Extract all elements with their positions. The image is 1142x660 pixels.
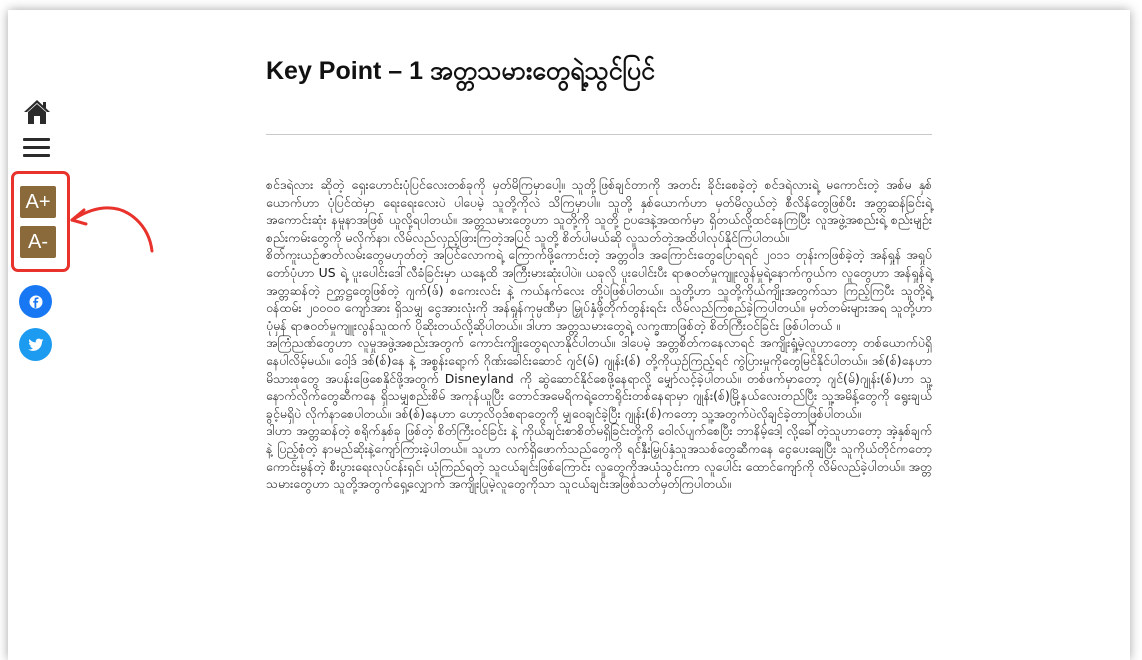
article-paragraph-3: အကြံညဏ်တွေဟာ လူမှုအဖွဲ့အစည်းအတွက် ကောင်းကျိုးတွေရလာနိုင်ပါတယ်။ ဒါပေမဲ့ အတ္တစိတ်ကနေလာရင် အကျိုးရှုံ့မဲ့လူဟာတော့ တစ်ယောက်ပဲရှိနေပါလိမ့်မယ်။ ဝေါ့ဒ် ဒစ်(စ်)နေ နဲ့ အစ္စန်းရော့က် ဂိုဏ်းခေါင်းဆောင် ဂျင်(မ်) ဂျုန်း(စ်) တို့ကိုယှဉ်ကြည့်ရင် ကွဲပြားမှုကိုတွေမြင်နိုင်ပါတယ်။ ဒစ်(စ်)နေဟာ မိသားစုတွေ အပန်းဖြေစေနိုင်ဖို့အတွက် Disneyland ကို ဆွဲဆောင်နိုင်စေဖို့နေရာလို့ မျှော်လင့်ခဲ့ပါတယ်။ တစ်ဖက်မှာတော့ ဂျင်(မ်)ဂျုန်း(စ်)ဟာ သူ့နောက်လိုက်တွေဆီကနေ ရှိသမျှစည်းစိမ် အကုန်ယူပြီး တောင်အမေရိကရဲ့တောရိုင်းတစ်နေရာမှာ ဂျုန်း(စ်)မြို့နယ်လေးတည်ပြီး သူ့အမိန့်တွေကို ရွေးချယ်ခွင့်မရှိပဲ လိုက်နာစေပါတယ်။ ဒစ်(စ်)နေဟာ ဟော့လိဝုဒ်စရာတွေကို မျှဝေချင်ခဲ့ပြီး ဂျုန်း(စ်)ကတော့ သူ့အတွက်ပဲလိုချင်ခဲ့တာဖြစ်ပါတယ်။ (266, 335, 932, 421)
article-title: Key Point – 1 အတ္တသမားတွေရဲ့သွင်ပြင် (266, 57, 655, 85)
article-body (266, 176, 932, 493)
article-paragraph-2: စိတ်ကူးယဉ်ဇာတ်လမ်းတွေမဟုတ်တဲ့ အပြင်လောကရဲ့ ကြောက်ဖို့ကောင်းတဲ့ အတ္တဝါဒ အကြောင်းတွေပြောရရင် ၂၀၁၁ တုန်းကဖြစ်ခဲ့တဲ့ အန်ရှုန် အရှုပ်တော်ပုံဟာ US ရဲ့ ပူးပေါင်းဒေါ်လီခံခြင်းမှာ ယနေ့ထိ အကြီးမားဆုံးပါပဲ။ ယခုလို ပူးပေါင်းပီး ရာဇဝတ်မှုကျူးလွန်မှုရဲ့နောက်ကွယ်က လူတွေဟာ အန်ရှုန်ရဲ့ အတ္တဆန်တဲ့ ဉက္ကဋ္ဌတွေဖြစ်တဲ့ ဂျက်(ဖ်) စကေးလင်း နဲ့ ကယ်နက်လေး တို့ပဲဖြစ်ပါတယ်။ သူတို့ဟာ သူတို့ကိုယ်ကျိုးအတွက်သာ ကြည့်ကြပီး သူတို့ရဲ့ ဝန်ထမ်း ၂၀၀၀၀ ကျော်အား ရှိသမျှ ငွေအားလုံးကို အန်ရှုန်ကုမ္ပဏီမှာ မြှုပ်နှံဖို့တိုက်တွန်းရင်း လိမ်လည်ကြစည်ခဲ့ကြပါတယ်။ မှတ်တမ်းများအရ သူတို့ဟာ ပုံမှန် ရာဇဝတ်မှုကျူးလွန်သူထက် ပိုဆိုးတယ်လို့ဆိုပါတယ်။ ဒါဟာ အတ္တသမားတွေရဲ့ လက္ခဏာဖြစ်တဲ့ စိတ်ကြီးဝင်ခြင်း ဖြစ်ပါတယ် ။ (266, 247, 932, 333)
article-paragraph-4: ဒါဟာ အတ္တဆန်တဲ့ စရိုက်နှစ်ခု ဖြစ်တဲ့ စိတ်ကြီးဝင်ခြင်း နဲ့ ကိုယ်ချင်းစာစိတ်မရှိခြင်းတို့ကို ဝေါလ်ပျက်စေပြီး ဘာနိမ့်ဒေါ့ လို့ခေါ်တဲ့သူဟာတော့ အဲ့နှစ်ချက်နဲ့ ပြည့်စုံတဲ့ နာမည်ဆိုးနဲ့ကျော်ကြားခဲ့ပါတယ်။ သူဟာ လက်ရှိဖောက်သည်တွေကို ရင်နှီးမြှုပ်နှံသူအသစ်တွေဆီကနေ ငွေပေးချေပြီး သူကိုယ်တိုင်ကတော့ ကောင်းမွန်တဲ့ စီးပွားရေးလုပ်ငန်းရှင်၊ ယုံကြည်ရတဲ့ သူငယ်ချင်းဖြစ်ကြောင်း လူတွေကိုအယုံသွင်းကာ လူပေါင်း ထောင်ကျော်ကို လိမ်လည်ခဲ့ပါတယ်။ အတ္တသမားတွေဟာ သူတို့အတွက်ရှေ့လျှောက် အကျိုးပြုမဲ့လူတွေကိုသာ သူငယ်ချင်းအဖြစ်သတ်မှတ်ကြပါတယ်။ (266, 423, 932, 492)
font-increase-button[interactable]: A+ (20, 186, 56, 218)
left-toolbar (8, 10, 78, 660)
facebook-icon (29, 295, 43, 309)
article-paragraph-1: စင်ဒရဲလား ဆိုတဲ့ ရှေးဟောင်းပုံပြင်လေးတစ်ခုကို မှတ်မိကြမှာပေါ့။ သူတို့ဖြစ်ချင်တာကို အတင်း ခိုင်းစေခဲ့တဲ့ စင်ဒရဲလားရဲ့ မကောင်းတဲ့ အစ်မ နှစ်ယောက်ဟာ ပုံပြင်ထဲမှာ ရေးရေးလေးပဲ ပါပေမဲ့ သူတို့ကိုလဲ သိကြမှာပါ။ သူတို့ နှစ်ယောက်ဟာ မှတ်မိလွယ်တဲ့ စီလိန်တွေဖြစ်ပီး အတ္တဆန်ခြင်းရဲ့ အကောင်းဆုံး နမူနာအဖြစ် ယူလို့ရပါတယ်။ အတ္တသမားတွေဟာ သူတို့ကို သူတို့ ဥပဒေနဲ့အထက်မှာ ရှိတယ်လို့ထင်နေကြပြီး လူအဖွဲ့အစည်းရဲ့ စည်းမျဉ်းစည်းကမ်းတွေကို မလိုက်နာ၊ လိမ်လည်လှည့်ဖြားကြတဲ့အပြင် သူတို့ စိတ်ပါမယ်ဆို လူသတ်တဲ့အထိပါလုပ်နိုင်ကြပါတယ်။ (266, 177, 932, 245)
home-icon[interactable] (23, 99, 51, 125)
font-size-controls (11, 171, 70, 272)
font-decrease-button[interactable]: A- (20, 226, 56, 258)
hamburger-menu-icon[interactable] (23, 138, 50, 158)
facebook-share-button[interactable] (19, 285, 52, 318)
page-frame (8, 10, 1130, 660)
twitter-icon (28, 338, 44, 352)
red-arrow-annotation (64, 196, 159, 256)
twitter-share-button[interactable] (19, 328, 52, 361)
title-divider (266, 134, 932, 135)
